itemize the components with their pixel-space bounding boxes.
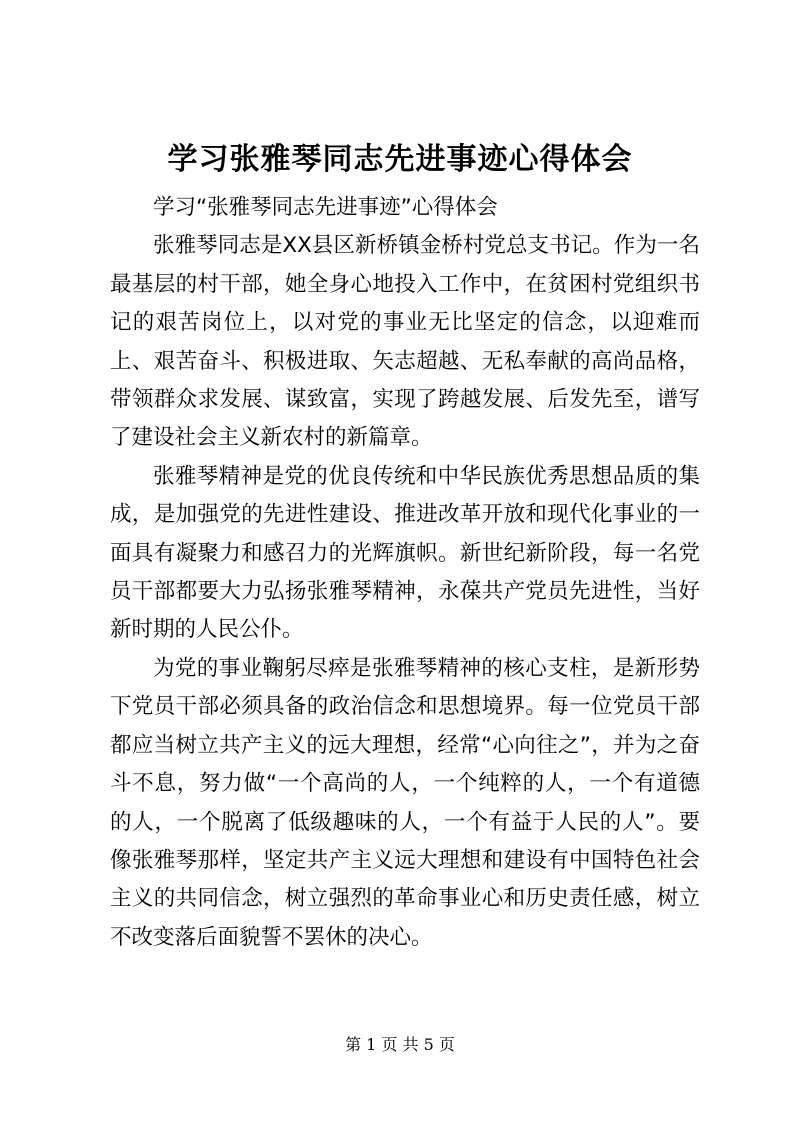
page-number-footer: 第 1 页 共 5 页 [345, 1035, 455, 1054]
document-body [110, 189, 700, 957]
paragraph-3: 为党的事业鞠躬尽瘁是张雅琴精神的核心支柱，是新形势下党员干部必须具备的政治信念和思想境界。每一位党员干部都应当树立共产主义的远大理想，经常“心向往之”，并为之奋斗不息，努力做“一个高尚的人，一个纯粹的人，一个有道德的人，一个脱离了低级趣味的人，一个有益于人民的人”。要像张雅琴那样，坚定共产主义远大理想和建设有中国特色社会主义的共同信念，树立强烈的革命事业心和历史责任感，树立不改变落后面貌誓不罢休的决心。 [110, 655, 700, 950]
document-title: 学习张雅琴同志先进事迹心得体会 [167, 142, 633, 177]
document-subtitle: 学习“张雅琴同志先进事迹”心得体会 [153, 195, 498, 220]
paragraph-2: 张雅琴精神是党的优良传统和中华民族优秀思想品质的集成，是加强党的先进性建设、推进改革开放和现代化事业的一面具有凝聚力和感召力的光辉旗帜。新世纪新阶段，每一名党员干部都要大力弘扬张雅琴精神，永葆共产党员先进性，当好新时期的人民公仆。 [110, 463, 700, 643]
paragraph-1: 张雅琴同志是XX县区新桥镇金桥村党总支书记。作为一名最基层的村干部，她全身心地投入工作中，在贫困村党组织书记的艰苦岗位上，以对党的事业无比坚定的信念，以迎难而上、艰苦奋斗、积极进取、矢志超越、无私奉献的高尚品格，带领群众求发展、谋致富，实现了跨越发展、后发先至，谱写了建设社会主义新农村的新篇章。 [110, 233, 700, 451]
